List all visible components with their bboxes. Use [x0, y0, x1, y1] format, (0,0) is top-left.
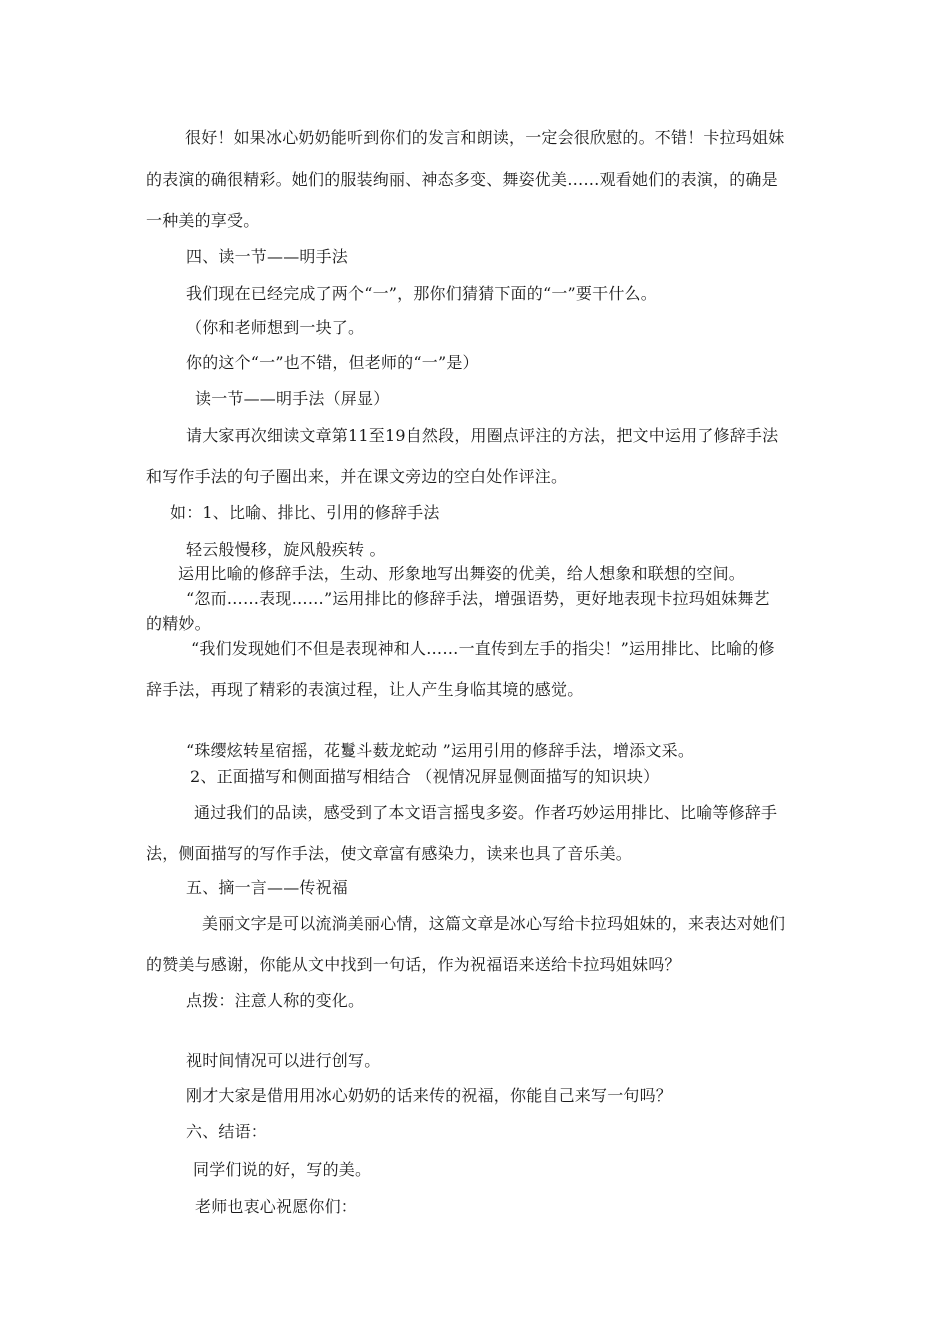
text-line: 美丽文字是可以流淌美丽心情，这篇文章是冰心写给卡拉玛姐妹的，来表达对她们	[202, 914, 786, 933]
text-line: 如：1、比喻、排比、引用的修辞手法	[170, 503, 440, 522]
text-line: 的表演的确很精彩。她们的服装绚丽、神态多变、舞姿优美……观看她们的表演，的确是	[146, 170, 778, 189]
text-line: 刚才大家是借用用冰心奶奶的话来传的祝福，你能自己来写一句吗？	[186, 1086, 673, 1105]
section-heading: 四、读一节——明手法	[186, 247, 349, 266]
section-heading: 五、摘一言——传祝福	[186, 878, 349, 897]
text-line: 读一节——明手法（屏显）	[195, 389, 390, 408]
text-line: 请大家再次细读文章第11至19自然段，用圈点评注的方法，把文中运用了修辞手法	[186, 426, 779, 445]
text-line: 运用比喻的修辞手法，生动、形象地写出舞姿的优美，给人想象和联想的空间。	[178, 564, 746, 583]
text-line: 你的这个“一”也不错，但老师的“一”是）	[186, 353, 479, 372]
text-line: “忽而……表现……”运用排比的修辞手法，增强语势，更好地表现卡拉玛姐妹舞艺	[186, 589, 770, 608]
text-line: 和写作手法的句子圈出来，并在课文旁边的空白处作评注。	[146, 467, 568, 486]
text-line: 辞手法，再现了精彩的表演过程，让人产生身临其境的感觉。	[146, 680, 584, 699]
text-line: 很好！如果冰心奶奶能听到你们的发言和朗读，一定会很欣慰的。不错！卡拉玛姐妹	[185, 128, 785, 147]
text-line: 的赞美与感谢，你能从文中找到一句话，作为祝福语来送给卡拉玛姐妹吗？	[146, 955, 681, 974]
text-line: 老师也衷心祝愿你们：	[195, 1197, 358, 1216]
text-line: “我们发现她们不但是表现神和人……一直传到左手的指尖！”运用排比、比喻的修	[191, 639, 775, 658]
text-line: 法，侧面描写的写作手法，使文章富有感染力，读来也具了音乐美。	[146, 844, 633, 863]
text-line: （你和老师想到一块了。	[186, 318, 365, 337]
text-line: “珠缨炫转星宿摇，花鬘斗薮龙蛇动 ”运用引用的修辞手法，增添文采。	[186, 741, 695, 760]
text-line: 点拨：注意人称的变化。	[186, 991, 365, 1010]
text-line: 我们现在已经完成了两个“一”，那你们猜猜下面的“一”要干什么。	[186, 284, 657, 303]
text-line: 通过我们的品读，感受到了本文语言摇曳多姿。作者巧妙运用排比、比喻等修辞手	[194, 803, 778, 822]
text-line: 轻云般慢移，旋风般疾转 。	[186, 540, 386, 559]
text-line: 的精妙。	[146, 614, 211, 633]
text-line: 2、正面描写和侧面描写相结合 （视情况屏显侧面描写的知识块）	[190, 767, 660, 786]
text-line: 同学们说的好，写的美。	[193, 1160, 372, 1179]
text-line: 视时间情况可以进行创写。	[186, 1051, 381, 1070]
section-heading: 六、结语：	[186, 1122, 268, 1141]
text-line: 一种美的享受。	[146, 211, 260, 230]
